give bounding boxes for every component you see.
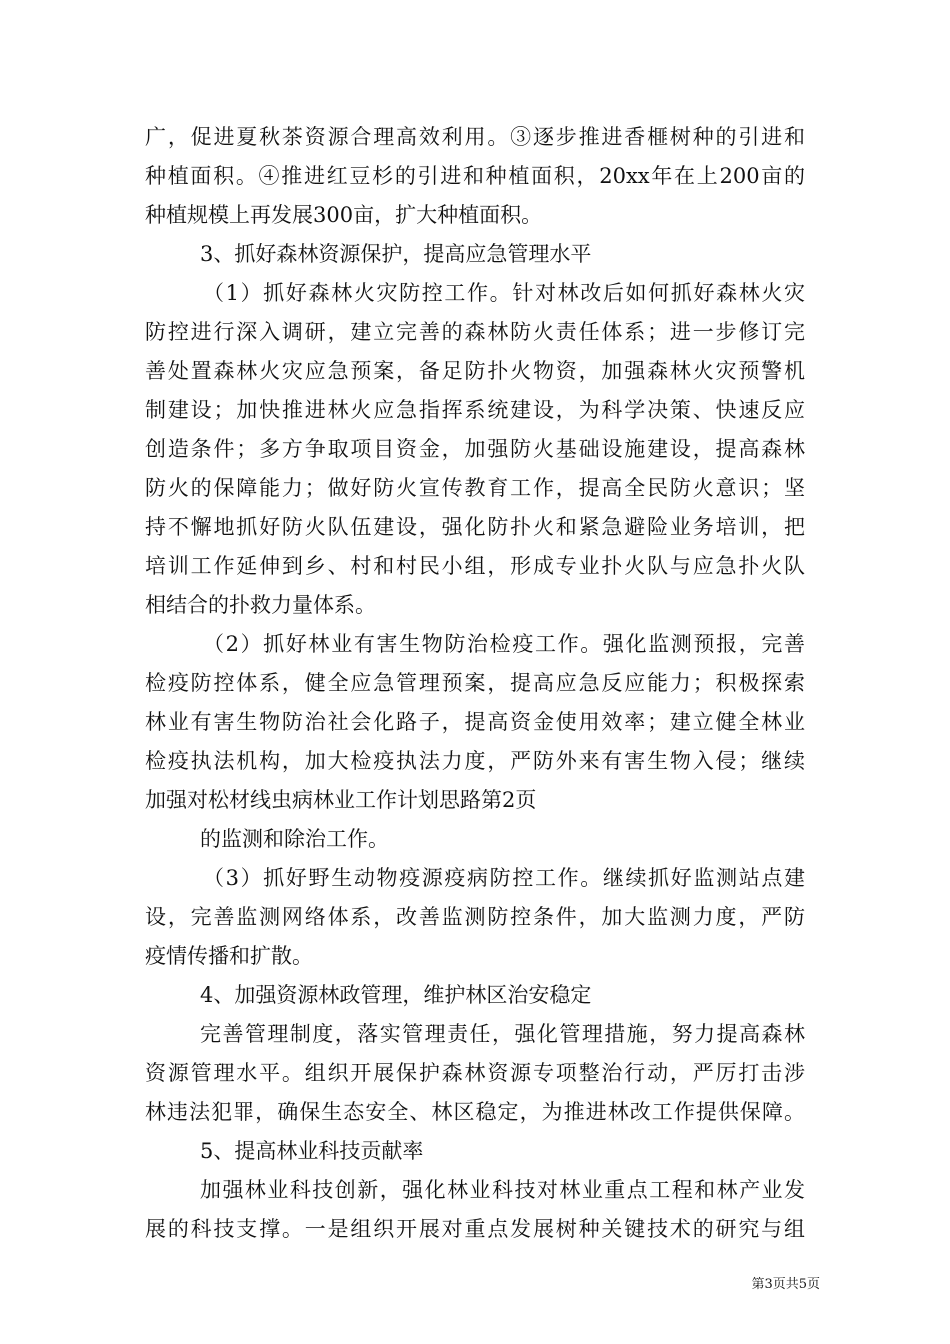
text-line: （2）抓好林业有害生物防治检疫工作。强化监测预报，完善 <box>203 632 805 656</box>
text-line: 相结合的扑救力量体系。 <box>145 593 376 617</box>
text-line: 疫情传播和扩散。 <box>145 944 313 968</box>
text-line: 善处置森林火灾应急预案，备足防扑火物资，加强森林火灾预警机 <box>145 359 805 383</box>
text-line: 加强林业科技创新，强化林业科技对林业重点工程和林产业发 <box>200 1178 805 1202</box>
text-line: 种植面积。④推进红豆杉的引进和种植面积，20xx年在上200亩的 <box>145 164 805 188</box>
text-line: 设，完善监测网络体系，改善监测防控条件，加大监测力度，严防 <box>145 905 805 929</box>
text-line: 完善管理制度，落实管理责任，强化管理措施，努力提高森林 <box>200 1022 805 1046</box>
text-line: 培训工作延伸到乡、村和村民小组，形成专业扑火队与应急扑火队 <box>145 554 805 578</box>
text-line: 防控进行深入调研，建立完善的森林防火责任体系；进一步修订完 <box>145 320 805 344</box>
text-line: （1）抓好森林火灾防控工作。针对林改后如何抓好森林火灾 <box>203 281 805 305</box>
text-line: 种植规模上再发展300亩，扩大种植面积。 <box>145 203 543 227</box>
text-line: 广，促进夏秋茶资源合理高效利用。③逐步推进香榧树种的引进和 <box>145 125 805 149</box>
text-line: 展的科技支撑。一是组织开展对重点发展树种关键技术的研究与组 <box>145 1217 805 1241</box>
section-heading: 4、加强资源林政管理，维护林区治安稳定 <box>200 983 592 1007</box>
section-heading: 3、抓好森林资源保护，提高应急管理水平 <box>200 242 592 266</box>
text-line: 资源管理水平。组织开展保护森林资源专项整治行动，严厉打击涉 <box>145 1061 805 1085</box>
section-heading: 5、提高林业科技贡献率 <box>200 1139 424 1163</box>
text-line: 林违法犯罪，确保生态安全、林区稳定，为推进林改工作提供保障。 <box>145 1100 805 1124</box>
text-line: 防火的保障能力；做好防火宣传教育工作，提高全民防火意识；坚 <box>145 476 805 500</box>
text-line: 的监测和除治工作。 <box>200 827 389 851</box>
page-footer: 第3页共5页 <box>751 1277 820 1292</box>
text-line: 检疫执法机构，加大检疫执法力度，严防外来有害生物入侵；继续 <box>145 749 805 773</box>
text-line: 创造条件；多方争取项目资金，加强防火基础设施建设，提高森林 <box>145 437 805 461</box>
text-line: 加强对松材线虫病林业工作计划思路第2页 <box>145 788 537 812</box>
text-line: （3）抓好野生动物疫源疫病防控工作。继续抓好监测站点建 <box>203 866 805 890</box>
text-line: 持不懈地抓好防火队伍建设，强化防扑火和紧急避险业务培训，把 <box>145 515 805 539</box>
text-line: 制建设；加快推进林火应急指挥系统建设，为科学决策、快速反应 <box>145 398 805 422</box>
text-line: 检疫防控体系，健全应急管理预案，提高应急反应能力；积极探索 <box>145 671 805 695</box>
text-line: 林业有害生物防治社会化路子，提高资金使用效率；建立健全林业 <box>145 710 805 734</box>
